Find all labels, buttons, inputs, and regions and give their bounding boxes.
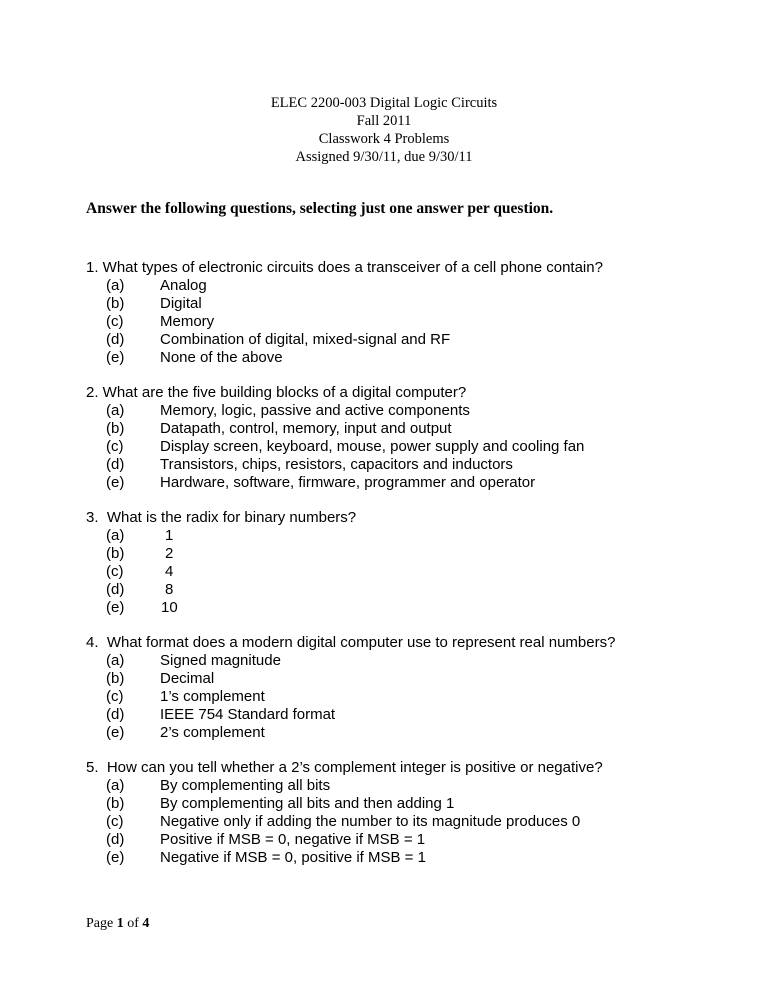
option-text: Negative if MSB = 0, positive if MSB = 1 [160,849,426,866]
option-c [86,688,726,706]
option-label: (a) [106,652,125,669]
option-a [86,527,726,545]
option-text: 4 [165,563,174,580]
option-label: (a) [106,277,125,294]
question-3 [86,509,726,617]
option-label: (b) [106,295,125,312]
document-header [0,94,768,166]
question-text: 1. What types of electronic circuits does a transceiver of a cell phone contain? [86,259,603,276]
option-text: IEEE 754 Standard format [160,706,336,723]
option-label: (b) [106,420,125,437]
option-label: (a) [106,527,125,544]
option-c [86,438,726,456]
option-a [86,402,726,420]
option-label: (e) [106,349,125,366]
option-e [86,474,726,492]
option-text: 8 [165,581,174,598]
option-label: (e) [106,849,125,866]
option-label: (e) [106,599,125,616]
option-label: (d) [106,456,125,473]
option-label: (d) [106,581,125,598]
option-b [86,545,726,563]
option-text: 2 [165,545,174,562]
option-a [86,777,726,795]
assignment-title: Classwork 4 Problems [318,131,450,147]
term: Fall 2011 [356,113,412,129]
option-c [86,313,726,331]
current-page-number: 1 [116,916,124,931]
option-d [86,456,726,474]
option-label: (c) [106,688,124,705]
option-text: Combination of digital, mixed-signal and RF [160,331,451,348]
option-d [86,706,726,724]
option-label: (e) [106,474,125,491]
option-text: Digital [160,295,202,312]
option-e [86,724,726,742]
question-text: 4. What format does a modern digital computer use to represent real numbers? [86,634,616,651]
option-d [86,831,726,849]
option-e [86,849,726,867]
page-prefix: Page [86,916,117,931]
option-b [86,420,726,438]
option-text: Positive if MSB = 0, negative if MSB = 1 [160,831,426,848]
option-label: (c) [106,438,124,455]
option-text: None of the above [160,349,283,366]
option-d [86,581,726,599]
assignment-dates: Assigned 9/30/11, due 9/30/11 [295,149,473,165]
option-label: (b) [106,670,125,687]
option-b [86,295,726,313]
option-text: Negative only if adding the number to its magnitude produces 0 [160,813,581,830]
question-2 [86,384,726,492]
option-c [86,563,726,581]
option-text: Display screen, keyboard, mouse, power supply and cooling fan [160,438,585,455]
option-label: (c) [106,813,124,830]
question-1 [86,259,726,367]
option-text: By complementing all bits [160,777,331,794]
option-text: Datapath, control, memory, input and output [160,420,452,437]
option-text: Decimal [160,670,215,687]
option-text: Transistors, chips, resistors, capacitors and inductors [160,456,513,473]
option-a [86,652,726,670]
option-label: (a) [106,402,125,419]
option-c [86,813,726,831]
option-b [86,795,726,813]
option-label: (e) [106,724,125,741]
option-text: 10 [161,599,178,616]
question-text: 2. What are the five building blocks of a digital computer? [86,384,467,401]
option-label: (c) [106,563,124,580]
question-text: 3. What is the radix for binary numbers? [86,509,357,526]
option-text: 2’s complement [160,724,265,741]
option-e [86,599,726,617]
option-text: Analog [160,277,207,294]
instructions: Answer the following questions, selecting just one answer per question. [86,200,554,217]
option-text: Memory [160,313,215,330]
course-title: ELEC 2200-003 Digital Logic Circuits [270,95,498,111]
option-text: Memory, logic, passive and active components [160,402,470,419]
option-label: (b) [106,795,125,812]
option-text: Signed magnitude [160,652,281,669]
option-label: (d) [106,831,125,848]
option-e [86,349,726,367]
question-4 [86,634,726,742]
question-text: 5. How can you tell whether a 2’s complement integer is positive or negative? [86,759,603,776]
option-text: By complementing all bits and then adding 1 [160,795,455,812]
page-separator: of [123,916,143,931]
option-a [86,277,726,295]
option-b [86,670,726,688]
option-label: (b) [106,545,125,562]
option-text: 1 [165,527,174,544]
page-footer [86,915,149,933]
total-pages: 4 [142,916,150,931]
question-list [86,259,726,884]
option-label: (a) [106,777,125,794]
option-label: (d) [106,706,125,723]
option-label: (c) [106,313,124,330]
option-text: 1’s complement [160,688,265,705]
option-text: Hardware, software, firmware, programmer and operator [160,474,536,491]
option-label: (d) [106,331,125,348]
option-d [86,331,726,349]
question-5 [86,759,726,867]
